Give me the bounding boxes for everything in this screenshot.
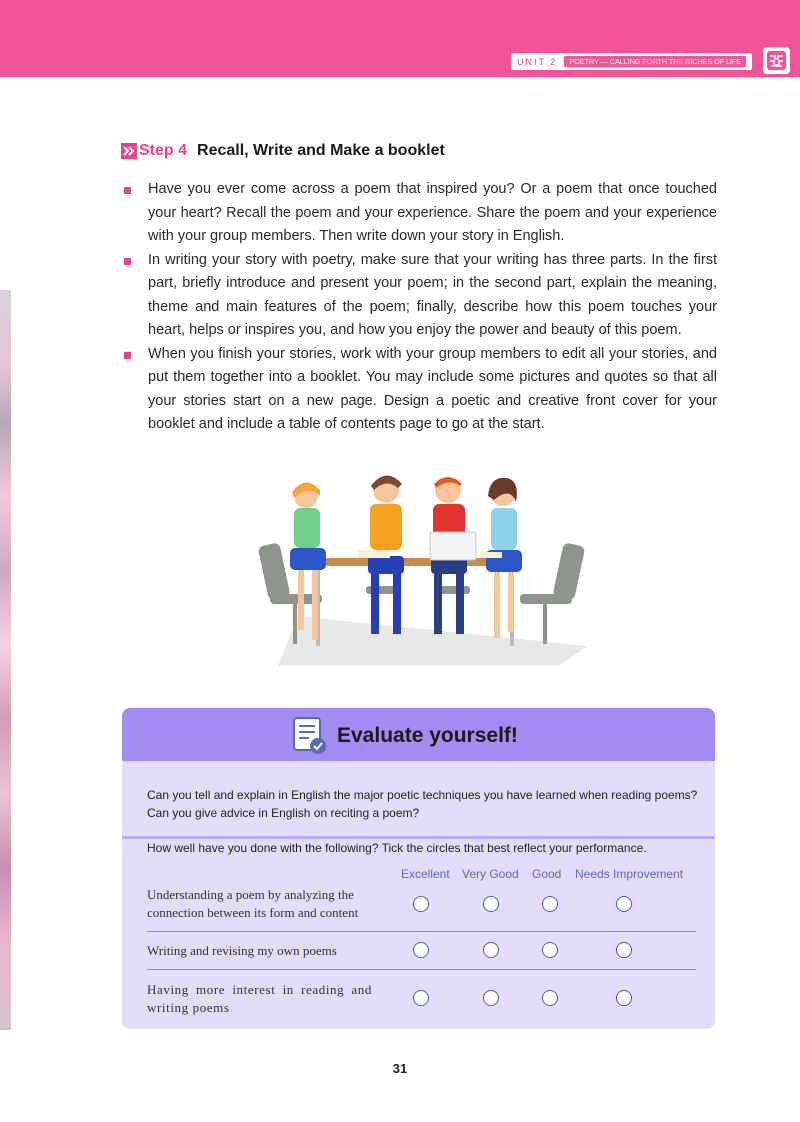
decorative-edge-strip xyxy=(0,290,11,1030)
reflection-questions: Can you tell and explain in English the major poetic techniques you have learned when reading poems? Can you give advice in English on reciting a poem? xyxy=(147,788,698,820)
rating-radio-very-good[interactable] xyxy=(483,990,499,1006)
rating-radio-good[interactable] xyxy=(542,896,558,912)
rating-radio-very-good[interactable] xyxy=(483,942,499,958)
unit-theme: POETRY — CALLING FORTH THE RICHES OF LIFE xyxy=(564,56,746,67)
checklist-icon xyxy=(286,712,332,758)
unit-label: UNIT 2 xyxy=(516,56,558,67)
instruction-list xyxy=(122,178,717,437)
rating-radio-excellent[interactable] xyxy=(413,990,429,1006)
list-item-text: When you finish your stories, work with your group members to edit all your stories, and put them together into a booklet. You may include some pictures and quotes so that all your stories start on a new page. Design a poetic and creative front cover for your booklet and include a table of contents page to go at the start. xyxy=(148,345,717,432)
rating-radio-good[interactable] xyxy=(542,990,558,1006)
rating-radio-excellent[interactable] xyxy=(413,942,429,958)
bullet-square-icon xyxy=(124,187,131,194)
step-title: Recall, Write and Make a booklet xyxy=(197,142,445,159)
row-divider xyxy=(147,931,696,932)
tick-instruction: How well have you done with the following? Tick the circles that best reflect your performance. xyxy=(147,841,647,855)
list-item xyxy=(122,343,717,437)
column-header-needs-improvement: Needs Improvement xyxy=(575,867,684,881)
page-number: 31 xyxy=(392,1061,408,1076)
list-item-text: In writing your story with poetry, make sure that your writing has three parts. In the first part, briefly introduce and present your poem; in the second part, explain the meaning, theme and main features of the poem; finally, describe how this poem touches your heart, helps or inspires you, and how you enjoy the power and beauty of this poem. xyxy=(148,251,717,338)
rating-radio-excellent[interactable] xyxy=(413,896,429,912)
unit-logo-icon xyxy=(763,47,790,74)
rating-radio-good[interactable] xyxy=(542,942,558,958)
column-header-excellent: Excellent xyxy=(401,867,450,881)
list-item xyxy=(122,178,717,249)
rating-row-label: Writing and revising my own poems xyxy=(147,943,337,958)
bullet-square-icon xyxy=(124,258,131,265)
column-header-very-good: Very Good xyxy=(462,867,519,881)
column-header-good: Good xyxy=(532,867,562,881)
double-chevron-icon xyxy=(121,143,137,159)
unit-banner xyxy=(511,53,752,70)
rating-radio-needs-improvement[interactable] xyxy=(616,990,632,1006)
evaluate-title: Evaluate yourself! xyxy=(337,724,518,747)
list-item-text: Have you ever come across a poem that inspired you? Or a poem that once touched your heart? Recall the poem and your experience. Share the poem and your experience with your group members. Then write down your story in English. xyxy=(148,181,717,244)
row-divider xyxy=(147,969,696,970)
step-label: Step 4 xyxy=(139,142,188,159)
step-header xyxy=(121,140,445,162)
bullet-square-icon xyxy=(124,352,131,359)
group-work-illustration xyxy=(258,466,588,676)
divider xyxy=(122,836,715,839)
rating-row-label: Having more interest in reading and writing poems xyxy=(147,982,372,1015)
list-item xyxy=(122,249,717,343)
evaluate-yourself-panel xyxy=(122,708,715,1029)
rating-radio-needs-improvement[interactable] xyxy=(616,942,632,958)
evaluate-header xyxy=(122,708,715,761)
rating-row-label: Understanding a poem by analyzing the connection between its form and content xyxy=(147,887,359,920)
rating-radio-needs-improvement[interactable] xyxy=(616,896,632,912)
rating-radio-very-good[interactable] xyxy=(483,896,499,912)
